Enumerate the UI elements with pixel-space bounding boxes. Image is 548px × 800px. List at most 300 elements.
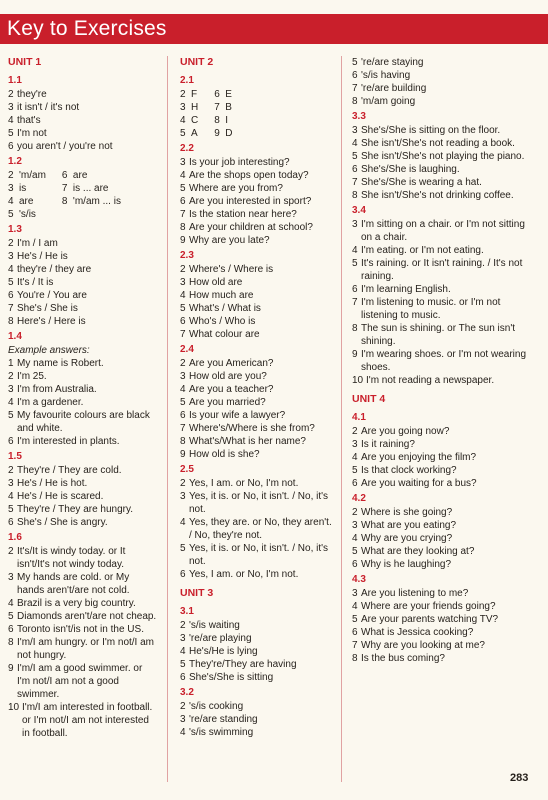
answer-item: [352, 587, 528, 600]
answer-text: I'm eating. or I'm not eating.: [361, 245, 484, 256]
answer-number: 6: [180, 196, 186, 207]
answer-text: 's/is: [19, 209, 36, 220]
answer-item: [8, 477, 158, 490]
answer-number: 5: [8, 128, 14, 139]
answer-item: [180, 448, 336, 461]
answer-text: 's/is swimming: [189, 727, 254, 738]
answer-text: A: [191, 128, 198, 139]
answer-item: [8, 396, 158, 409]
answer-number: 6: [180, 316, 186, 327]
answer-text: They're / They are hungry.: [17, 504, 134, 515]
answer-text: I'm/I am hungry. or I'm not/I am not hungry.: [17, 637, 155, 661]
answer-item: [180, 289, 336, 302]
answer-number: 6: [352, 627, 358, 638]
answer-item: [352, 600, 528, 613]
answer-text: My name is Robert.: [17, 358, 104, 369]
answer-item: [180, 195, 336, 208]
answer-number: 5: [180, 183, 186, 194]
answer-item: [8, 357, 158, 370]
answer-number: 7: [214, 102, 220, 113]
answer-number: 5: [352, 465, 358, 476]
answer-text: Is the bus coming?: [361, 653, 445, 664]
column-2: [180, 56, 336, 739]
answer-number: 8: [180, 222, 186, 233]
answer-number: 5: [352, 614, 358, 625]
answer-number: 5: [180, 543, 186, 554]
answer-list: [180, 700, 336, 739]
answer-text: I'm 25.: [17, 371, 47, 382]
answer-item: [180, 169, 336, 182]
answer-number: 6: [352, 284, 358, 295]
answer-list: [8, 545, 158, 740]
answer-text: B: [225, 102, 232, 113]
answer-number: 4: [8, 115, 14, 126]
answer-number: 3: [180, 102, 186, 113]
answer-number: 6: [180, 672, 186, 683]
answer-item: [180, 221, 336, 234]
answer-number: 3: [8, 183, 14, 194]
unit-heading: UNIT 3: [180, 587, 214, 599]
answer-text: I'm wearing shoes. or I'm not wearing shoes.: [361, 349, 526, 373]
answer-item: [180, 315, 336, 328]
answer-text: What's/What is her name?: [189, 436, 306, 447]
answer-text: The sun is shining. or The sun isn't shining.: [361, 323, 516, 347]
answer-number: 2: [352, 426, 358, 437]
answer-item: [8, 701, 158, 740]
answer-number: 4: [8, 397, 14, 408]
answer-item: [180, 435, 336, 448]
answer-text: Why is he laughing?: [361, 559, 452, 570]
answer-number: 9: [352, 349, 358, 360]
answer-item: [180, 357, 336, 370]
exercise-label: 3.1: [180, 606, 194, 617]
answer-item: [180, 726, 336, 739]
answer-text: I'm listening to music. or I'm not listening to music.: [361, 297, 501, 321]
answer-item: [180, 328, 336, 341]
answer-item: [352, 56, 528, 69]
answer-list: [352, 506, 528, 571]
answer-number: 2: [8, 371, 14, 382]
answer-item: [8, 571, 158, 597]
answer-list: [180, 619, 336, 684]
answer-text: Where are you from?: [189, 183, 283, 194]
answer-text: Is that clock working?: [361, 465, 457, 476]
answer-list: [8, 88, 158, 153]
answer-item: [352, 652, 528, 665]
answer-text: How old is she?: [189, 449, 260, 460]
answer-item: [8, 237, 158, 250]
answer-number: 4: [8, 196, 14, 207]
answer-item: [352, 189, 528, 202]
answer-item: [180, 276, 336, 289]
answer-text: 's/is having: [361, 70, 411, 81]
answer-text: She isn't/She's not playing the piano.: [361, 151, 525, 162]
answer-text: How old are: [189, 277, 243, 288]
answer-number: 2: [180, 264, 186, 275]
answer-item: [180, 114, 198, 127]
answer-item: [8, 516, 158, 529]
exercise-label: 1.2: [8, 156, 22, 167]
answer-text: you aren't / you're not: [17, 141, 113, 152]
answer-number: 3: [8, 102, 14, 113]
answer-number: 6: [8, 436, 14, 447]
answer-item: [352, 477, 528, 490]
answer-number: 7: [180, 329, 186, 340]
answer-item: [352, 322, 528, 348]
answer-text: C: [191, 115, 199, 126]
answer-text: They're/They are having: [189, 659, 297, 670]
answer-item: [62, 169, 121, 182]
answer-number: 5: [180, 659, 186, 670]
answer-text: Where's / Where is: [189, 264, 274, 275]
answer-text: that's: [17, 115, 41, 126]
answer-text: 's/is waiting: [189, 620, 240, 631]
answer-item: [352, 348, 528, 374]
answer-text: Where's/Where is she from?: [189, 423, 315, 434]
answer-text: it isn't / it's not: [17, 102, 80, 113]
example-answers-note: Example answers:: [8, 345, 90, 356]
exercise-label: 2.5: [180, 464, 194, 475]
exercise-label: 1.4: [8, 331, 22, 342]
answer-item: [8, 464, 158, 477]
answer-item: [8, 545, 158, 571]
answer-text: [73, 208, 121, 221]
answer-grid: [180, 88, 232, 140]
answer-number: 3: [352, 588, 358, 599]
answer-text: What is Jessica cooking?: [361, 627, 474, 638]
answer-text: 're/are standing: [189, 714, 258, 725]
answer-item: [8, 250, 158, 263]
answer-text: are: [72, 170, 88, 181]
answer-text: 'm/am going: [361, 96, 416, 107]
answer-number: 3: [180, 157, 186, 168]
answer-text: What are they looking at?: [361, 546, 475, 557]
answer-number: 2: [180, 478, 186, 489]
answer-number: 4: [352, 601, 358, 612]
answer-number: 5: [352, 546, 358, 557]
answer-text: Is your job interesting?: [189, 157, 290, 168]
answer-text: He's / He is: [17, 251, 68, 262]
answer-number: 6: [352, 559, 358, 570]
answer-item: [8, 114, 158, 127]
answer-number: 4: [180, 290, 186, 301]
answer-text: Toronto isn't/is not in the US.: [17, 624, 144, 635]
answer-number: 4: [352, 533, 358, 544]
answer-item: [8, 195, 46, 208]
answer-number: 4: [8, 264, 14, 275]
answer-list: [180, 263, 336, 341]
answer-number: 9: [8, 663, 14, 674]
answer-text: It's/It is windy today. or It isn't/It's not windy today.: [17, 546, 126, 570]
answer-item: [8, 490, 158, 503]
answer-number: 5: [8, 277, 14, 288]
answer-number: 7: [352, 297, 358, 308]
answer-text: Yes, it is. or No, it isn't. / No, it's not.: [189, 543, 329, 567]
answer-number: 6: [8, 141, 14, 152]
exercise-label: 3.2: [180, 687, 194, 698]
answer-item: [180, 422, 336, 435]
answer-number: 8: [61, 196, 68, 207]
answer-text: Are you married?: [189, 397, 266, 408]
answer-item: [352, 613, 528, 626]
exercise-label: 1.1: [8, 75, 22, 86]
answer-item: [180, 490, 336, 516]
answer-item: [352, 218, 528, 244]
answer-number: 2: [8, 465, 14, 476]
answer-list: [352, 124, 528, 202]
answer-text: Are you a teacher?: [189, 384, 274, 395]
answer-text: What colour are: [189, 329, 260, 340]
answer-number: 9: [180, 449, 186, 460]
answer-item: [214, 88, 232, 101]
answer-item: [8, 597, 158, 610]
answer-text: I'm from Australia.: [17, 384, 97, 395]
answer-number: 8: [352, 96, 358, 107]
answer-text: 're/are staying: [361, 57, 424, 68]
answer-number: 6: [180, 410, 186, 421]
answer-number: 5: [352, 258, 358, 269]
answer-text: I'm a gardener.: [17, 397, 84, 408]
answer-text: I'm / I am: [17, 238, 58, 249]
answer-number: 5: [8, 410, 14, 421]
exercise-label: 1.3: [8, 224, 22, 235]
answer-item: [352, 506, 528, 519]
answer-item: [352, 532, 528, 545]
answer-number: 3: [8, 478, 14, 489]
answer-item: [8, 409, 158, 435]
answer-number: 3: [8, 384, 14, 395]
answer-text: What's / What is: [189, 303, 261, 314]
answer-item: [352, 451, 528, 464]
answer-item: [352, 639, 528, 652]
answer-item: [8, 88, 158, 101]
answer-item: [352, 425, 528, 438]
answer-text: She's / She is angry.: [17, 517, 108, 528]
answer-text: How much are: [189, 290, 254, 301]
answer-item: [8, 370, 158, 383]
answer-text: Brazil is a very big country.: [17, 598, 136, 609]
answer-number: 3: [352, 439, 358, 450]
answer-number: 9: [180, 235, 186, 246]
unit-heading: UNIT 1: [8, 56, 42, 68]
answer-item: [180, 632, 336, 645]
answer-text: Is the station near here?: [189, 209, 297, 220]
answer-item: [8, 101, 158, 114]
answer-text: Yes, I am. or No, I'm not.: [189, 478, 299, 489]
answer-item: [352, 558, 528, 571]
answer-text: I'm not reading a newspaper.: [366, 375, 495, 386]
answer-text: Where is she going?: [361, 507, 453, 518]
answer-grid: [8, 169, 121, 221]
page-header: [0, 14, 548, 44]
answer-text: It's / It is: [17, 277, 54, 288]
answer-text: Is your wife a lawyer?: [189, 410, 286, 421]
exercise-label: 2.4: [180, 344, 194, 355]
answer-number: 4: [8, 598, 14, 609]
answer-item: [180, 645, 336, 658]
answer-number: 3: [180, 491, 186, 502]
answer-text: Are you going now?: [361, 426, 450, 437]
answer-item: [180, 713, 336, 726]
answer-item: [8, 208, 46, 221]
answer-item: [352, 257, 528, 283]
answer-number: 8: [352, 653, 358, 664]
answer-text: they're: [17, 89, 47, 100]
answer-text: He's / He is scared.: [17, 491, 104, 502]
answer-text: I: [225, 115, 229, 126]
answer-text: She isn't/She's not drinking coffee.: [361, 190, 514, 201]
answer-number: 5: [8, 611, 14, 622]
answer-text: H: [191, 102, 199, 113]
answer-text: 're/are playing: [189, 633, 252, 644]
answer-text: Yes, they are. or No, they aren't. / No, they're not.: [189, 517, 332, 541]
answer-text: is: [19, 183, 27, 194]
answer-item: [352, 95, 528, 108]
answer-number: 3: [180, 277, 186, 288]
answer-item: [8, 662, 158, 701]
answer-number: 3: [180, 633, 186, 644]
answer-item: [180, 302, 336, 315]
answer-item: [180, 370, 336, 383]
answer-item: [180, 156, 336, 169]
answer-text: F: [191, 89, 198, 100]
answer-number: 8: [180, 436, 186, 447]
answer-number: 6: [8, 624, 14, 635]
answer-item: [8, 503, 158, 516]
answer-item: [352, 244, 528, 257]
answer-text: My favourite colours are black and white.: [17, 410, 150, 434]
answer-number: 8: [352, 190, 358, 201]
answer-item: [352, 163, 528, 176]
answer-number: 6: [180, 569, 186, 580]
answer-item: [180, 234, 336, 247]
answer-text: It's raining. or It isn't raining. / It's not raining.: [361, 258, 523, 282]
answer-text: Is it raining?: [361, 439, 415, 450]
answer-number: 2: [180, 89, 186, 100]
answer-item: [8, 182, 46, 195]
answer-number: 3: [180, 371, 186, 382]
answer-item: [180, 101, 198, 114]
exercise-label: 4.3: [352, 574, 366, 585]
answer-number: 10: [8, 702, 20, 713]
answer-number: 2: [8, 238, 14, 249]
answer-item: [8, 127, 158, 140]
answer-number: 7: [180, 423, 186, 434]
answer-text: She's/She is wearing a hat.: [361, 177, 482, 188]
answer-list: [352, 425, 528, 490]
answer-list: [8, 357, 158, 448]
answer-list: [8, 464, 158, 529]
answer-item: [8, 636, 158, 662]
answer-text: I'm learning English.: [361, 284, 451, 295]
answer-text: Are you listening to me?: [361, 588, 469, 599]
answer-number: 3: [352, 125, 358, 136]
answer-text: They're / They are cold.: [17, 465, 122, 476]
answer-number: 4: [180, 646, 186, 657]
answer-text: I'm/I am a good swimmer. or I'm not/I am not a good swimmer.: [17, 663, 143, 700]
answer-item: [180, 658, 336, 671]
column-divider: [341, 56, 342, 782]
answer-text: I'm sitting on a chair. or I'm not sitting on a chair.: [361, 219, 525, 243]
answer-text: Where are your friends going?: [361, 601, 496, 612]
answer-text: Why are you looking at me?: [361, 640, 485, 651]
answer-number: 10: [352, 375, 364, 386]
unit-heading: UNIT 2: [180, 56, 214, 68]
answer-number: 7: [61, 183, 68, 194]
answer-text: Are you waiting for a bus?: [361, 478, 477, 489]
answer-number: 6: [352, 164, 358, 175]
answer-item: [352, 545, 528, 558]
answer-text: He's / He is hot.: [17, 478, 88, 489]
answer-number: 5: [180, 397, 186, 408]
answer-text: Yes, it is. or No, it isn't. / No, it's not.: [189, 491, 329, 515]
answer-item: [180, 396, 336, 409]
answer-number: 4: [352, 138, 358, 149]
answer-item: [180, 88, 198, 101]
answer-number: 4: [8, 491, 14, 502]
answer-number: 6: [61, 170, 68, 181]
answer-item: [352, 176, 528, 189]
answer-number: 2: [180, 701, 186, 712]
answer-text: Are your children at school?: [189, 222, 313, 233]
answer-text: I'm/I am interested in football. or I'm not/I am not interested in football.: [22, 702, 153, 739]
answer-list: [180, 156, 336, 247]
answer-item: [180, 516, 336, 542]
answer-text: Are you American?: [189, 358, 274, 369]
answer-text: Why are you late?: [189, 235, 270, 246]
answer-text: Here's / Here is: [17, 316, 86, 327]
answer-text: She's/She is sitting: [189, 672, 274, 683]
answer-text: E: [225, 89, 232, 100]
exercise-label: 4.1: [352, 412, 366, 423]
answer-text: Are you interested in sport?: [189, 196, 312, 207]
answer-text: You're / You are: [17, 290, 87, 301]
answer-number: 4: [180, 727, 186, 738]
answer-number: 2: [180, 358, 186, 369]
answer-number: 4: [180, 170, 186, 181]
answer-number: 3: [8, 572, 14, 583]
answer-number: 6: [352, 478, 358, 489]
answer-item: [8, 302, 158, 315]
answer-item: [180, 409, 336, 422]
answer-text: 'm/am ... is: [72, 196, 121, 207]
answer-item: [62, 195, 121, 208]
answer-number: 2: [8, 546, 14, 557]
answer-item: [180, 477, 336, 490]
answer-text: Why are you crying?: [361, 533, 453, 544]
answer-number: 5: [8, 504, 14, 515]
answer-text: Diamonds aren't/are not cheap.: [17, 611, 157, 622]
exercise-label: 3.3: [352, 111, 366, 122]
answer-number: 3: [180, 714, 186, 725]
answer-number: 6: [8, 290, 14, 301]
answer-number: 4: [180, 115, 186, 126]
answer-text: Are your parents watching TV?: [361, 614, 499, 625]
answer-number: 3: [352, 520, 358, 531]
answer-item: [180, 208, 336, 221]
answer-item: [352, 438, 528, 451]
answer-item: [352, 124, 528, 137]
answer-list: [352, 218, 528, 387]
answer-number: 4: [180, 517, 186, 528]
answer-number: 6: [8, 517, 14, 528]
answer-number: 4: [352, 452, 358, 463]
answer-text: She's/She is laughing.: [361, 164, 460, 175]
answer-number: 8: [214, 115, 220, 126]
answer-item: [180, 568, 336, 581]
exercise-label: 2.1: [180, 75, 194, 86]
answer-number: 4: [180, 384, 186, 395]
